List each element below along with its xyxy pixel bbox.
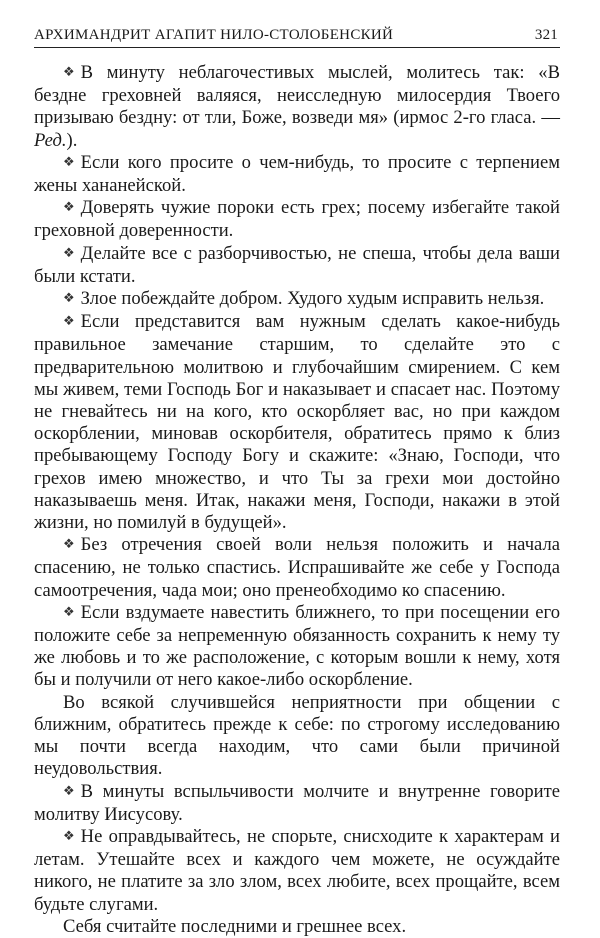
body-text (34, 62, 560, 938)
running-head (34, 26, 560, 48)
diamond-bullet-icon: ❖ (63, 827, 75, 843)
page-number: 321 (534, 27, 558, 43)
paragraph-5 (34, 288, 560, 311)
paragraph-tail: ). (66, 129, 78, 151)
paragraph-text: Себя считайте последними и грешнее всех. (63, 915, 407, 937)
paragraph-6 (34, 311, 560, 534)
paragraph-text: Не оправдывайтесь, не спорьте, снисходите к характерам и летам. Утешайте всех и каждого чем можете, не осуждайте никого, не платите за зло злом, всех любите, всех прощайте, всем будьте слугами. (34, 825, 560, 915)
running-head-title: АРХИМАНДРИТ АГАПИТ НИЛО-СТОЛОБЕНСКИЙ (34, 27, 394, 43)
paragraph-10 (34, 781, 560, 826)
paragraph-9 (34, 692, 560, 781)
editor-note: Ред. (34, 129, 67, 151)
diamond-bullet-icon: ❖ (63, 64, 75, 79)
paragraph-2 (34, 152, 560, 197)
diamond-bullet-icon: ❖ (63, 603, 75, 619)
paragraph-text: Если вздумаете навестить ближнего, то при посещении его положите себе за непременную обязанность сохранить к нему ту же любовь и то же расположение, с которым вошли к нему, хотя бы и получили от него какое-либо оскорбление. (34, 601, 560, 691)
diamond-bullet-icon: ❖ (63, 782, 75, 798)
paragraph-1 (34, 62, 560, 152)
paragraph-7 (34, 534, 560, 602)
paragraph-text: Делайте все с разборчивостью, не спеша, чтобы дела ваши были кстати. (34, 242, 560, 287)
diamond-bullet-icon: ❖ (63, 199, 75, 215)
paragraph-4 (34, 243, 560, 288)
paragraph-8 (34, 602, 560, 692)
paragraph-text: В минуту неблагочестивых мыслей, молитесь так: «В бездне греховней валяяся, неисследную милосердия Твоего призываю бездну: от тли, Боже, возведи мя» (ирмос 2-го гласа. — (34, 62, 560, 129)
paragraph-text: В минуты вспыльчивости молчите и внутренне говорите молитву Иисусову. (34, 780, 560, 825)
diamond-bullet-icon: ❖ (63, 313, 75, 329)
paragraph-text: Если представится вам нужным сделать какое-нибудь правильное замечание старшим, то сделайте это с предварительною молитвою и глубочайшим смирением. С кем мы живем, теми Господь Бог и наказывает и спасает нас. Поэтому не гневайтесь ни на кого, кто оскорбляет вас, но при каждом оскорблении, миновав оскорбителя, обратитесь прямо к близ пребывающему Господу Богу и скажите: «Знаю, Господи, что грехов имею множество, и что Ты за грехи мои достойно наказываешь меня. Итак, накажи меня, Господи, накажи в этой жизни, но помилуй в будущей». (34, 311, 560, 534)
paragraph-text: Доверять чужие пороки есть грех; посему избегайте такой греховной доверенности. (34, 197, 560, 242)
paragraph-text: Злое побеждайте добром. Худого худым исправить нельзя. (80, 288, 545, 310)
paragraph-11 (34, 826, 560, 916)
paragraph-text: Если кого просите о чем-нибудь, то просите с терпением жены хананейской. (34, 151, 560, 197)
diamond-bullet-icon: ❖ (63, 153, 75, 169)
book-page (34, 26, 560, 938)
diamond-bullet-icon: ❖ (63, 536, 75, 552)
paragraph-text: Без отречения своей воли нельзя положить и начала спасению, не только спастись. Испрашивайте же себе у Господа самоотречения, чада мои; оно пренеобходимо ко спасению. (34, 534, 560, 601)
diamond-bullet-icon: ❖ (63, 290, 75, 306)
paragraph-12 (34, 916, 560, 938)
diamond-bullet-icon: ❖ (63, 244, 75, 260)
paragraph-text: Во всякой случившейся неприятности при общении с ближним, обратитесь прежде к себе: по строгому исследованию мы почти всегда находим, что сами были причиной неудовольствия. (34, 691, 560, 780)
paragraph-3 (34, 197, 560, 242)
